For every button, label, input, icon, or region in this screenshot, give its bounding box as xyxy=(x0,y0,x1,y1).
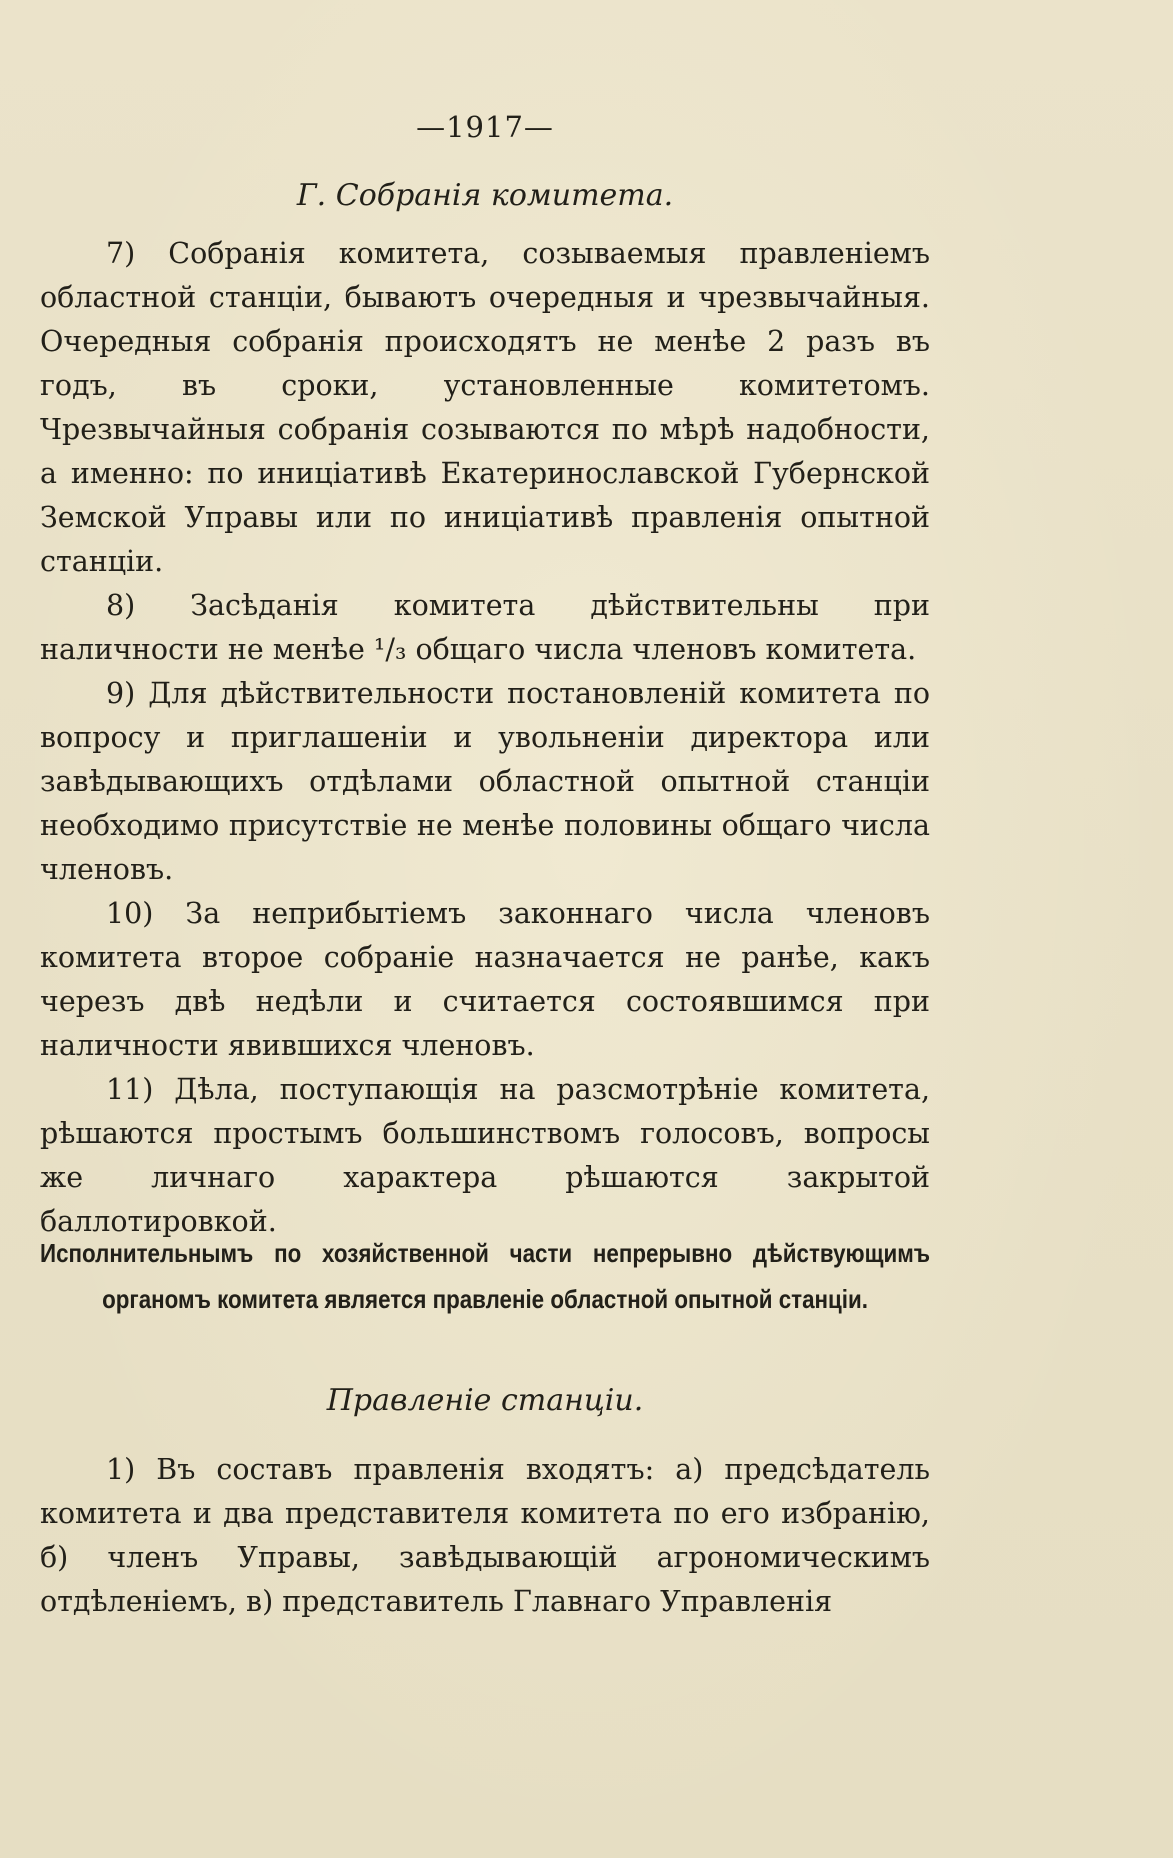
committee-meetings-body xyxy=(40,232,930,1244)
paragraph-11: 11) Дѣла, поступающія на разсмотрѣніе комитета, рѣшаются простымъ большинствомъ голосовъ, вопросы же личнаго характера рѣшаются закрытой баллотировкой. xyxy=(40,1073,930,1238)
section-heading-station-board: Правленіе станціи. xyxy=(326,1383,644,1418)
station-board-body xyxy=(40,1448,930,1624)
paragraph-9: 9) Для дѣйствительности постановленій комитета по вопросу и приглашеніи и увольненіи директора или завѣдывающихъ отдѣлами областной опытной станціи необходимо присутствіе не менѣе половины общаго числа членовъ. xyxy=(40,677,930,886)
paragraph-7: 7) Собранія комитета, созываемыя правленіемъ областной станціи, бываютъ очередныя и чрезвычайныя. Очередныя собранія происходятъ не менѣе 2 разъ въ годъ, въ сроки, установленные комитетомъ. Чрезвычайныя собранія созываются по мѣрѣ надобности, а именно: по иниціативѣ Екатеринославской Губернской Земской Управы или по иниціативѣ правленія опытной станціи. xyxy=(40,237,930,578)
executive-body-statement: Исполнительнымъ по хозяйственной части непрерывно дѣйствующимъ органомъ комитета является правленіе областной опытной станціи. xyxy=(40,1238,931,1314)
paragraph-8: 8) Засѣданія комитета дѣйствительны при наличности не менѣе ¹/₃ общаго числа членовъ комитета. xyxy=(40,589,930,666)
board-paragraph-1: 1) Въ составъ правленія входятъ: а) предсѣдатель комитета и два представителя комитета по его избранію, б) членъ Управы, завѣдывающій агрономическимъ отдѣленіемъ, в) представитель Главнаго Управленія xyxy=(40,1453,930,1618)
section-heading-committee-meetings: Г. Собранія комитета. xyxy=(296,178,674,213)
paragraph-10: 10) За неприбытіемъ законнаго числа членовъ комитета второе собраніе назначается не ранѣе, какъ черезъ двѣ недѣли и считается состоявшимся при наличности явившихся членовъ. xyxy=(40,897,930,1062)
page-number: —1917— xyxy=(416,110,554,144)
